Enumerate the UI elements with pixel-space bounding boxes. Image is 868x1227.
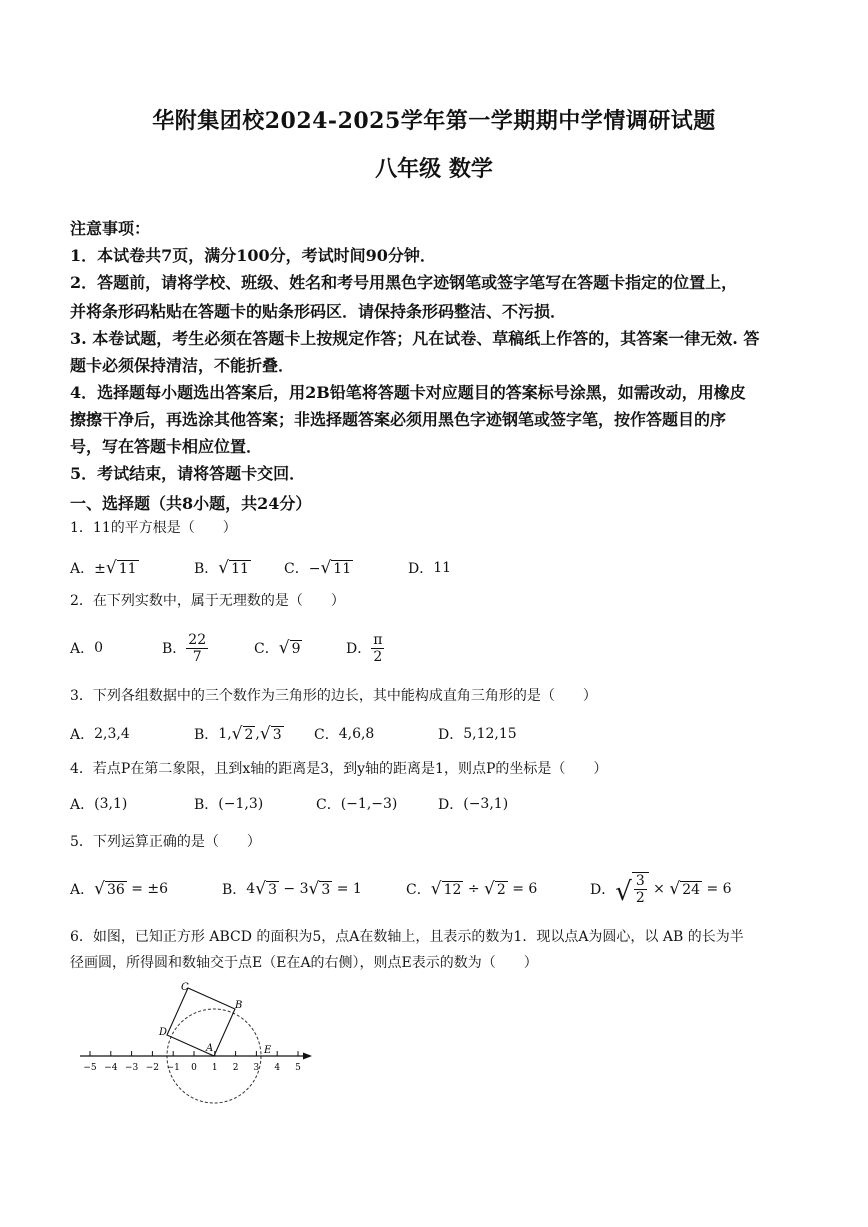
option-c[interactable]: C． √ 12 ÷ √ 2 = 6 xyxy=(406,878,538,899)
tick-label: −4 xyxy=(104,1063,118,1073)
axis-arrow xyxy=(303,1053,312,1060)
tick-label: 2 xyxy=(232,1063,239,1073)
question-4-stem: 4．若点P在第二象限，且到x轴的距离是3，到y轴的距离是1，则点P的坐标是（ ） xyxy=(70,761,608,777)
point-b-label: B xyxy=(235,1000,243,1011)
question-3-stem: 3．下列各组数据中的三个数作为三角形的边长，其中能构成直角三角形的是（ ） xyxy=(70,688,597,704)
option-b[interactable]: B． (−1,3) xyxy=(194,796,264,813)
option-d[interactable]: D． 5,12,15 xyxy=(438,726,517,743)
question-1-options xyxy=(70,550,810,586)
tick-label: −5 xyxy=(83,1063,97,1073)
exam-title: 华附集团校2024-2025学年第一学期期中学情调研试题 xyxy=(152,108,716,134)
section-title: 一、选择题（共8小题，共24分） xyxy=(70,494,312,513)
option-c[interactable]: C． − √ 11 xyxy=(284,557,352,578)
exam-subtitle: 八年级 数学 xyxy=(375,156,493,182)
option-a[interactable]: A． √ 36 = ±6 xyxy=(70,878,169,899)
option-a[interactable]: A． 0 xyxy=(70,640,104,657)
notice-line: 1．本试卷共7页，满分100分，考试时间90分钟． xyxy=(70,246,436,265)
tick-label: −3 xyxy=(124,1063,139,1073)
question-2-stem: 2．在下列实数中，属于无理数的是（ ） xyxy=(70,593,345,609)
option-d[interactable]: D． 11 xyxy=(408,560,452,577)
question-5-options xyxy=(70,871,810,907)
option-d[interactable]: D． (−3,1) xyxy=(438,796,509,813)
tick-label: 1 xyxy=(211,1063,218,1073)
point-c-label: C xyxy=(181,982,189,993)
option-b[interactable]: B． $\frac{22}{7}$ xyxy=(162,631,207,665)
option-b[interactable]: B． √ 11 xyxy=(194,557,249,578)
tick-label: 3 xyxy=(253,1063,260,1073)
notice-line: 3. 本卷试题，考生必须在答题卡上按规定作答；凡在试卷、草稿纸上作答的，其答案一律无效. 答 xyxy=(70,329,760,348)
notice-line: 并将条形码粘贴在答题卡的贴条形码区．请保持条形码整洁、不污损． xyxy=(70,302,567,321)
option-a[interactable]: A． 2,3,4 xyxy=(70,726,130,743)
notice-line: 擦擦干净后，再选涂其他答案；非选择题答案必须用黑色字迹钢笔或签字笔，按作答题目的序 xyxy=(70,410,727,429)
question-3-options xyxy=(70,716,810,752)
notice-heading: 注意事项： xyxy=(70,219,151,238)
notice-line: 4．选择题每小题选出答案后，用2B铅笔将答题卡对应题目的答案标号涂黑，如需改动，用橡皮 xyxy=(70,383,746,402)
tick-label: 4 xyxy=(274,1063,281,1073)
tick-label: 0 xyxy=(191,1063,197,1073)
point-d-label: D xyxy=(159,1027,168,1038)
option-b[interactable]: B． 4 √ 3 − 3 √ 3 = 1 xyxy=(222,878,362,899)
notice-line: 2．答题前，请将学校、班级、姓名和考号用黑色字迹钢笔或签字笔写在答题卡指定的位置上， xyxy=(70,273,738,292)
option-a[interactable]: A． ± √ 11 xyxy=(70,557,137,578)
question-1-stem: 1．11的平方根是（ ） xyxy=(70,520,237,536)
question-6-stem-line: 6．如图，已知正方形 ABCD 的面积为5，点A在数轴上，且表示的数为1．现以点A为圆心，以 AB 的长为半 xyxy=(70,929,744,945)
tick-label: −1 xyxy=(166,1063,180,1073)
option-a[interactable]: A． (3,1) xyxy=(70,796,128,813)
question-6-stem-line: 径画圆，所得圆和数轴交于点E（E在A的右侧），则点E表示的数为（ ） xyxy=(70,955,538,971)
point-a-label: A xyxy=(206,1043,214,1054)
question-4-options xyxy=(70,786,810,822)
notice-line: 号，写在答题卡相应位置． xyxy=(70,437,263,456)
option-c[interactable]: C． √ 9 xyxy=(254,637,301,658)
question-2-options xyxy=(70,630,810,666)
option-c[interactable]: C． 4,6,8 xyxy=(314,726,375,743)
square-abcd xyxy=(167,988,235,1056)
point-e-label: E xyxy=(264,1045,272,1056)
option-b[interactable]: B． 1, √ 2 , √ 3 xyxy=(194,723,282,744)
notice-line: 5．考试结束，请将答题卡交回． xyxy=(70,464,306,483)
tick-label: 5 xyxy=(295,1063,301,1073)
notice-line: 题卡必须保持清洁，不能折叠． xyxy=(70,356,295,375)
tick-label: −2 xyxy=(145,1063,160,1073)
option-c[interactable]: C． (−1,−3) xyxy=(316,796,398,813)
option-d[interactable]: D． $\frac{\pi}{2}$ xyxy=(346,631,383,665)
option-d[interactable]: D． √ $\frac{3}{2}$ × √ 24 = 6 xyxy=(590,873,732,907)
question-5-stem: 5．下列运算正确的是（ ） xyxy=(70,834,261,850)
number-line-figure xyxy=(74,978,318,1106)
